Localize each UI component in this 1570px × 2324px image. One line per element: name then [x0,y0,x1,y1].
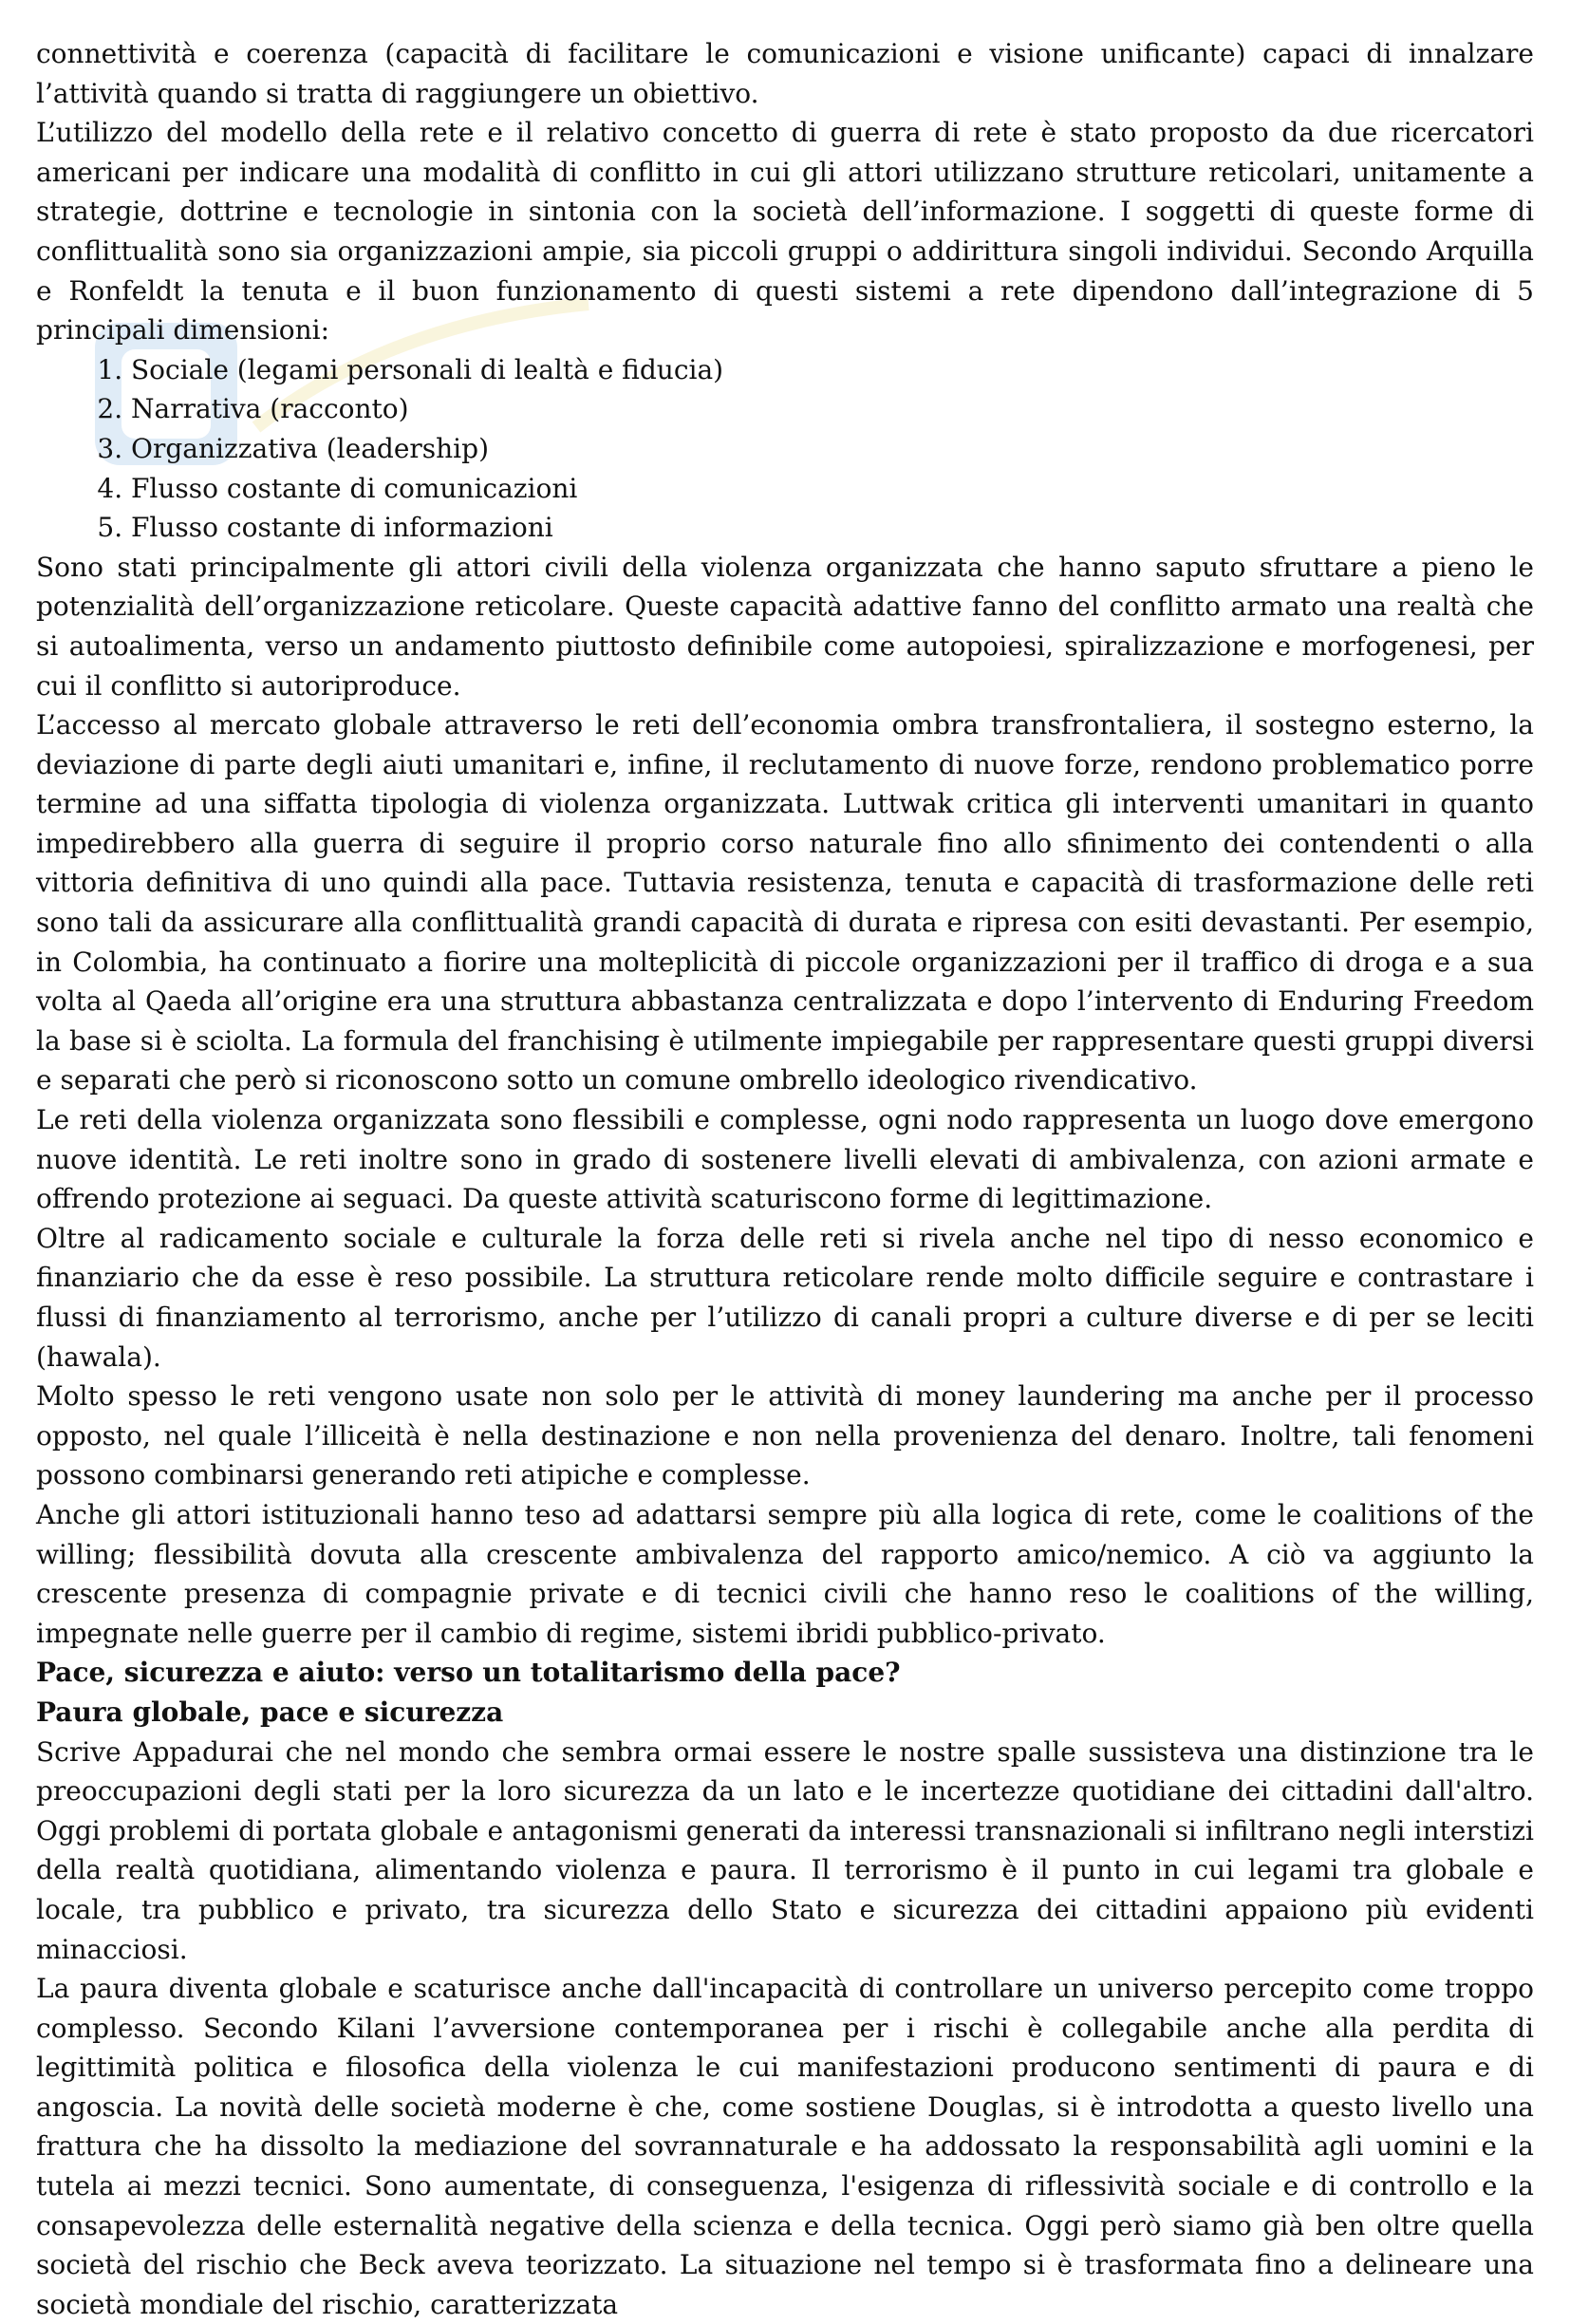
dimensions-list [36,350,1534,548]
section-heading: Pace, sicurezza e aiuto: verso un totalitarismo della pace? [36,1657,901,1689]
paragraph-radicamento: Oltre al radicamento sociale e culturale la forza delle reti si rivela anche nel tipo di nesso economico e finanziario che da esse è reso possibile. La struttura reticolare rende molto difficile seguire e contrastare i flussi di finanziamento al terrorismo, anche per l’utilizzo di canali propri a culture diverse e di per se leciti (hawala). [36,1222,1534,1373]
paragraph-money-laundering: Molto spesso le reti vengono usate non solo per le attività di money laundering ma anche per il processo opposto, nel quale l’illiceità è nella destinazione e non nella provenienza del denaro. Inoltre, tali fenomeni possono combinarsi generando reti atipiche e complesse. [36,1380,1534,1491]
paragraph-guerra-di-rete: L’utilizzo del modello della rete e il relativo concetto di guerra di rete è stato proposto da due ricercatori americani per indicare una modalità di conflitto in cui gli attori utilizzano strutture reticolari, unitamente a strategie, dottrine e tecnologie in sintonia con la società dell’informazione. I soggetti di queste forme di conflittualità sono sia organizzazioni ampie, sia piccoli gruppi o addirittura singoli individui. Secondo Arquilla e Ronfeldt la tenuta e il buon funzionamento di questi sistemi a rete dipendono dall’integrazione di 5 principali dimensioni: [36,117,1534,347]
list-item: 5. Flusso costante di informazioni [131,508,1534,548]
list-item: 3. Organizzativa (leadership) [131,429,1534,469]
paragraph-paura-globale: La paura diventa globale e scaturisce anche dall'incapacità di controllare un universo percepito come troppo complesso. Secondo Kilani l’avversione contemporanea per i rischi è collegabile anche alla perdita di legittimità politica e filosofica della violenza le cui manifestazioni producono sentimenti di paura e di angoscia. La novità delle società moderne è che, come sostiene Douglas, si è introdotta a questo livello una frattura che ha dissolto la mediazione del sovrannaturale e ha addossato la responsabilità agli uomini e la tutela ai mezzi tecnici. Sono aumentate, di conseguenza, l'esigenza di riflessività sociale e di controllo e la consapevolezza delle esternalità negative della scienza e della tecnica. Oggi però siamo già ben oltre quella società del rischio che Beck aveva teorizzato. La situazione nel tempo si è trasformata fino a delineare una società mondiale del rischio, caratterizzata [36,1973,1534,2320]
paragraph-appadurai: Scrive Appadurai che nel mondo che sembra ormai essere le nostre spalle sussisteva una distinzione tra le preoccupazioni degli stati per la loro sicurezza da un lato e le incertezze quotidiane dei cittadini dall'altro. Oggi problemi di portata globale e antagonismi generati da interessi transnazionali si infiltrano negli interstizi della realtà quotidiana, alimentando violenza e paura. Il terrorismo è il punto in cui legami tra globale e locale, tra pubblico e privato, tra sicurezza dello Stato e sicurezza dei cittadini appaiono più evidenti minacciosi. [36,1735,1534,1965]
paragraph-mercato-globale: L’accesso al mercato globale attraverso le reti dell’economia ombra transfrontaliera, il sostegno esterno, la deviazione di parte degli aiuti umanitari e, infine, il reclutamento di nuove forze, rendono problematico porre termine ad una siffatta tipologia di violenza organizzata. Luttwak critica gli interventi umanitari in quanto impedirebbero alla guerra di seguire il proprio corso naturale fino allo sfinimento dei contendenti o alla vittoria definitiva di uno quindi alla pace. Tuttavia resistenza, tenuta e capacità di trasformazione delle reti sono tali da assicurare alla conflittualità grandi capacità di durata e ripresa con esiti devastanti. Per esempio, in Colombia, ha continuato a fiorire una molteplicità di piccole organizzazioni per il traffico di droga e a sua volta al Qaeda all’origine era una struttura abbastanza centralizzata e dopo l’intervento di Enduring Freedom la base si è sciolta. La formula del franchising è utilmente impiegabile per rappresentare questi gruppi diversi e separati che però si riconoscono sotto un comune ombrello ideologico rivendicativo. [36,709,1534,1096]
paragraph-attori-istituzionali: Anche gli attori istituzionali hanno teso ad adattarsi sempre più alla logica di rete, come le coalitions of the willing; flessibilità dovuta alla crescente ambivalenza del rapporto amico/nemico. A ciò va aggiunto la crescente presenza di compagnie private e di tecnici civili che hanno reso le coalitions of the willing, impegnate nelle guerre per il cambio di regime, sistemi ibridi pubblico-privato. [36,1498,1534,1649]
list-item: 2. Narrativa (racconto) [131,389,1534,429]
subsection-heading: Paura globale, pace e sicurezza [36,1696,504,1728]
paragraph-attori-civili: Sono stati principalmente gli attori civili della violenza organizzata che hanno saputo sfruttare a pieno le potenzialità dell’organizzazione reticolare. Queste capacità adattive fanno del conflitto armato una realtà che si autoalimenta, verso un andamento piuttosto definibile come autopoiesi, spiralizzazione e morfogenesi, per cui il conflitto si autoriproduce. [36,551,1534,702]
paragraph-reti-violenza: Le reti della violenza organizzata sono flessibili e complesse, ogni nodo rappresenta un luogo dove emergono nuove identità. Le reti inoltre sono in grado di sostenere livelli elevati di ambivalenza, con azioni armate e offrendo protezione ai seguaci. Da queste attività scaturiscono forme di legittimazione. [36,1104,1534,1215]
list-item: 4. Flusso costante di comunicazioni [131,469,1534,509]
paragraph-connettivita: connettività e coerenza (capacità di facilitare le comunicazioni e visione unificante) capaci di innalzare l’attività quando si tratta di raggiungere un obiettivo. [36,38,1534,109]
list-item: 1. Sociale (legami personali di lealtà e fiducia) [131,350,1534,390]
document-page [36,34,1534,2324]
